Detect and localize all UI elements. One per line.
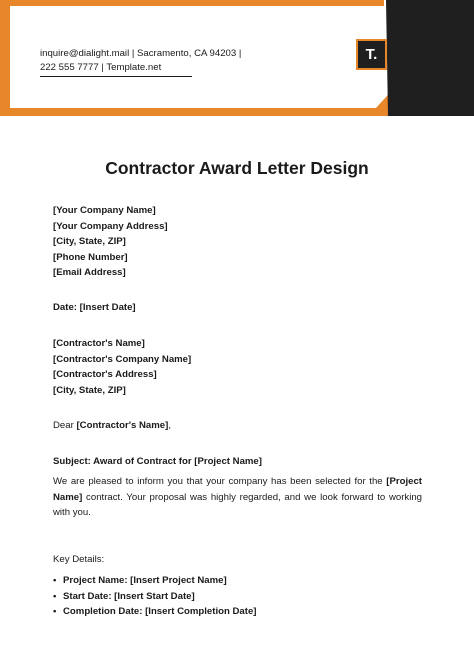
subject-text: Subject: Award of Contract for [Project Name]	[53, 456, 262, 467]
header-orange-left	[0, 0, 6, 116]
key-details-heading-text: Key Details:	[53, 554, 105, 565]
document-title: Contractor Award Letter Design	[105, 158, 369, 178]
key-detail-project-name: • Project Name: [Insert Project Name]	[53, 573, 256, 589]
recipient-company: [Contractor's Company Name]	[53, 353, 192, 365]
body-part-2: contract. Your proposal was highly regarded, and we look forward to working with you.	[53, 491, 422, 518]
key-details-heading	[53, 552, 104, 568]
key-details-list	[53, 573, 256, 620]
recipient-block	[53, 336, 191, 398]
salutation-name: [Contractor's Name]	[76, 420, 169, 431]
contact-line-1: inquire@dialight.mail | Sacramento, CA 94203 |	[40, 48, 242, 59]
sender-city-state-zip: [City, State, ZIP]	[53, 236, 126, 247]
date-line: Date: [Insert Date]	[53, 302, 136, 313]
header-underline	[40, 76, 192, 77]
body-paragraph	[53, 474, 422, 521]
recipient-name: [Contractor's Name]	[53, 338, 145, 349]
key-detail-completion-date: • Completion Date: [Insert Completion Date]	[53, 604, 256, 620]
sender-block	[53, 203, 168, 281]
sender-email: [Email Address]	[53, 267, 126, 278]
header-contact	[40, 47, 270, 75]
recipient-address: [Contractor's Address]	[53, 369, 157, 380]
header-corner-dark-fill	[386, 0, 474, 116]
sender-phone: [Phone Number]	[53, 251, 128, 263]
template-logo	[356, 39, 387, 70]
sender-company-name: [Your Company Name]	[53, 205, 156, 216]
subject-line	[53, 454, 262, 470]
body-part-1: We are pleased to inform you that your company has been selected for the	[53, 476, 387, 487]
salutation-suffix: ,	[168, 420, 171, 431]
sender-company-address: [Your Company Address]	[53, 220, 168, 232]
logo-text: T.	[365, 46, 378, 63]
body-project-name: [Project Name]	[53, 476, 422, 503]
recipient-city-state-zip: [City, State, ZIP]	[53, 384, 126, 396]
salutation-prefix: Dear	[53, 420, 77, 431]
salutation	[53, 418, 171, 434]
date-block	[53, 300, 136, 316]
key-detail-start-date: • Start Date: [Insert Start Date]	[53, 589, 256, 605]
contact-line-2: 222 555 7777 | Template.net	[40, 62, 162, 73]
